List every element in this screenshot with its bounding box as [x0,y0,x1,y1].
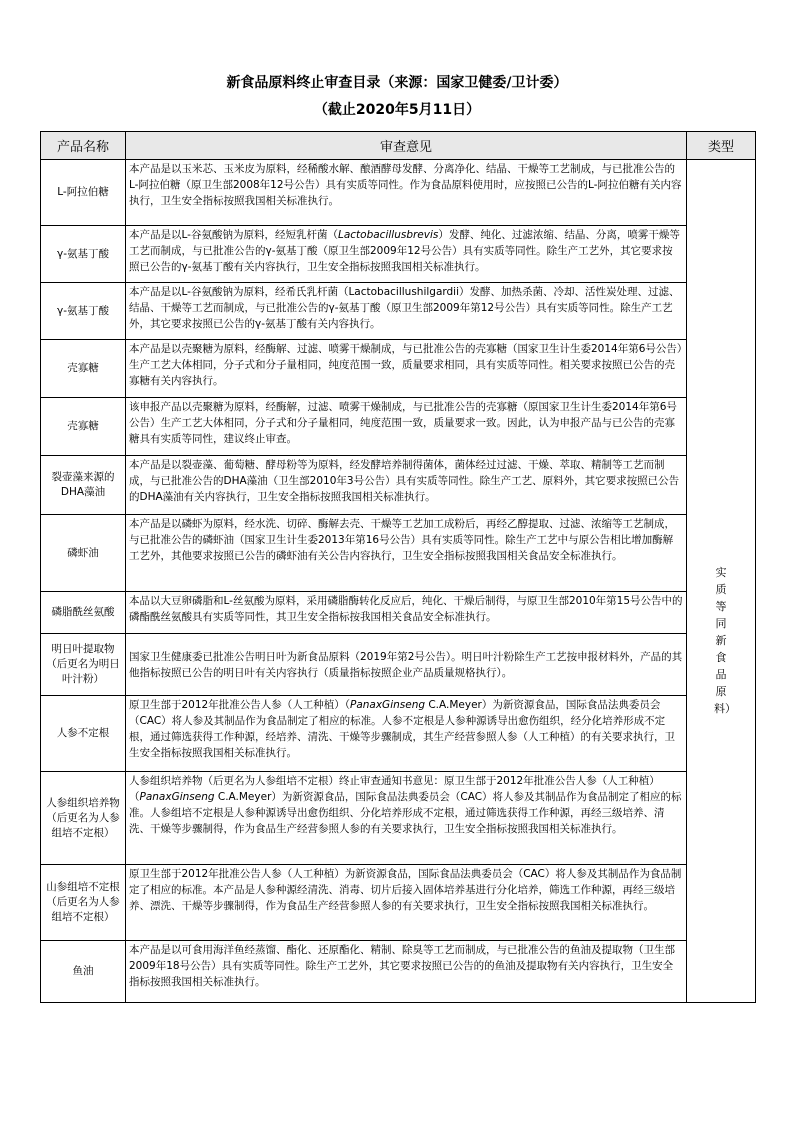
latin-name: PanaxGinseng [139,791,215,803]
table-row [41,398,756,456]
table-row [41,696,756,772]
review-opinion: 国家卫生健康委已批准公告明日叶为新食品原料（2019年第2号公告）。明日叶汁粉除生产工艺按申报材料外，产品的其他指标按照已公告的明日叶有关内容执行（质量指标按照企业产品质量规格执行）。 [126,634,687,696]
latin-name: PanaxGinseng [349,699,426,711]
opinion-text: C.A.Meyer）为新资源食品，国际食品法典委员会（CAC）将人参及其制品作为食品制定了相应的标准。人参不定根是人参种源诱导出愈伤组织，经分化培养形成不定根，通过筛选获得工作种源，经培养、清洗、干燥等步骤制成，其生产经营参照人参（人工种植）的有关要求执行，卫生安全指标按照我国相关标准执行。 [129,699,675,759]
opinion-text: 人参组织培养物（后更名为人参组培不定根）终止审查通知书意见：原卫生部于2012年批准公告人参（人工种植）（ [129,775,660,803]
product-name: 壳寡糖 [41,398,126,456]
review-opinion: 本产品是以L-谷氨酸钠为原料，经希氏乳杆菌（Lactobacillushilgardii）发酵、加热杀菌、冷却、活性炭处理、过滤、结晶、干燥等工艺而制成，与已批准公告的γ-氨基丁酸（原卫生部2009年第12号公告）具有实质等同性。除生产工艺外，其它要求按照已公告的γ-氨基丁酸有关内容执行。 [126,283,687,340]
table-row [41,283,756,340]
column-header-opinion: 审查意见 [126,132,687,160]
latin-name: Lactobacillusbrevis [337,229,439,241]
review-opinion: 本产品是以裂壶藻、葡萄糖、酵母粉等为原料，经发酵培养制得菌体，菌体经过过滤、干燥、萃取、精制等工艺而制成，与已批准公告的DHA藻油（卫生部2010年3号公告）具有实质等同性。除生产工艺、原料外，其它要求按照已公告的DHA藻油有关内容执行，卫生安全指标按照我国相关标准执行。 [126,456,687,515]
product-name: 壳寡糖 [41,340,126,398]
table-row [41,865,756,941]
review-opinion: 本产品是以壳聚糖为原料，经酶解、过滤、喷雾干燥制成，与已批准公告的壳寡糖（国家卫生计生委2014年第6号公告）生产工艺大体相同，分子式和分子量相同，纯度范围一致，质量要求相同，具有实质等同性。相关要求按照已公告的壳寡糖有关内容执行。 [126,340,687,398]
review-opinion [126,226,687,283]
column-header-type: 类型 [687,132,756,160]
product-name: 裂壶藻来源的DHA藻油 [41,456,126,515]
opinion-text: C.A.Meyer）为新资源食品，国际食品法典委员会（CAC）将人参及其制品作为食品制定了相应的标准。人参组培不定根是人参种源诱导出愈伤组织、分化培养形成不定根，通过筛选获得工作种源，再经三级培养、清洗、干燥等步骤制得，作为食品生产经营参照人参的有关要求执行，卫生安全指标按照我国相关标准执行。 [129,791,682,835]
product-name: 磷虾油 [41,515,126,592]
page-title: 新食品原料终止审查目录（来源：国家卫健委/卫计委） [226,75,568,91]
review-opinion [126,696,687,772]
product-name: γ-氨基丁酸 [41,226,126,283]
review-opinion [126,772,687,865]
table-row [41,592,756,634]
table-row [41,456,756,515]
table-row [41,515,756,592]
review-opinion: 本产品是以可食用海洋鱼经蒸馏、酯化、还原酯化、精制、除臭等工艺而制成，与已批准公告的鱼油及提取物（卫生部2009年18号公告）具有实质等同性。除生产工艺外，其它要求按照已公告的的鱼油及提取物有关内容执行，卫生安全指标按照我国相关标准执行。 [126,941,687,1003]
review-opinion: 原卫生部于2012年批准公告人参（人工种植）为新资源食品，国际食品法典委员会（CAC）将人参及其制品作为食品制定了相应的标准。本产品是人参种源经清洗、消毒、切片后接入固体培养基进行分化培养，筛选工作种源，再经三级培养、漂洗、干燥等步骤制得，作为食品生产经营参照人参的有关要求执行，卫生安全指标按照我国相关标准执行。 [126,865,687,941]
table-row [41,941,756,1003]
product-name: γ-氨基丁酸 [41,283,126,340]
product-name: 人参不定根 [41,696,126,772]
table-header-row [41,132,756,160]
type-text: 实质等同新食品原料） [714,566,736,715]
product-name: 人参组织培养物（后更名为人参组培不定根） [41,772,126,865]
table-row [41,634,756,696]
page-subtitle: （截止2020年5月11日） [313,102,481,118]
product-name: 磷脂酰丝氨酸 [41,592,126,634]
opinion-text: 本产品是以L-谷氨酸钠为原料，经短乳杆菌（ [129,229,338,241]
table-row [41,226,756,283]
table-row [41,772,756,865]
product-name: 明日叶提取物（后更名为明日叶汁粉） [41,634,126,696]
opinion-text: ）发酵、纯化、过滤浓缩、结晶、分离，喷雾干燥等工艺而制成，与已批准公告的γ-氨基丁酸（原卫生部2009年12号公告）具有实质等同性。除生产工艺外，其它要求按照已公告的γ-氨基丁酸有关内容执行，卫生安全指标按照我国相关标准执行。 [129,229,680,273]
product-name: L-阿拉伯糖 [41,160,126,226]
review-table [40,131,756,1003]
type-cell [687,160,756,1003]
review-opinion: 本品以大豆卵磷脂和L-丝氨酸为原料，采用磷脂酶转化反应后，纯化、干燥后制得，与原卫生部2010年第15号公告中的磷酯酰丝氨酸具有实质等同性，其卫生安全指标按我国相关食品安全标准执行。 [126,592,687,634]
review-opinion: 本产品是以玉米芯、玉米皮为原料，经稀酸水解、酿酒酵母发酵、分离净化、结晶、干燥等工艺制成，与已批准公告的L-阿拉伯糖（原卫生部2008年12号公告）具有实质等同性。作为食品原料使用时，应按照已公告的L-阿拉伯糖有关内容执行，卫生安全指标按照我国相关标准执行。 [126,160,687,226]
review-opinion: 本产品是以磷虾为原料，经水洗、切碎、酶解去壳、干燥等工艺加工成粉后，再经乙醇提取、过滤、浓缩等工艺制成，与已批准公告的磷虾油（国家卫生计生委2013年第16号公告）具有实质等同性。除生产工艺中与原公告相比增加酶解工艺外，其他要求按照已公告的磷虾油有关公告内容执行，卫生安全指标按照我国相关食品安全标准执行。 [126,515,687,592]
product-name: 鱼油 [41,941,126,1003]
review-opinion: 该申报产品以壳聚糖为原料，经酶解，过滤、喷雾干燥制成，与已批准公告的壳寡糖（原国家卫生计生委2014年第6号公告）生产工艺大体相同，分子式和分子量相同，纯度范围一致，质量要求一致。因此，认为申报产品与已公告的壳寡糖具有实质等同性，建议终止审查。 [126,398,687,456]
column-header-name: 产品名称 [41,132,126,160]
table-row [41,160,756,226]
product-name: 山参组培不定根（后更名为人参组培不定根） [41,865,126,941]
table-row [41,340,756,398]
opinion-text: 原卫生部于2012年批准公告人参（人工种植）（ [129,699,350,711]
